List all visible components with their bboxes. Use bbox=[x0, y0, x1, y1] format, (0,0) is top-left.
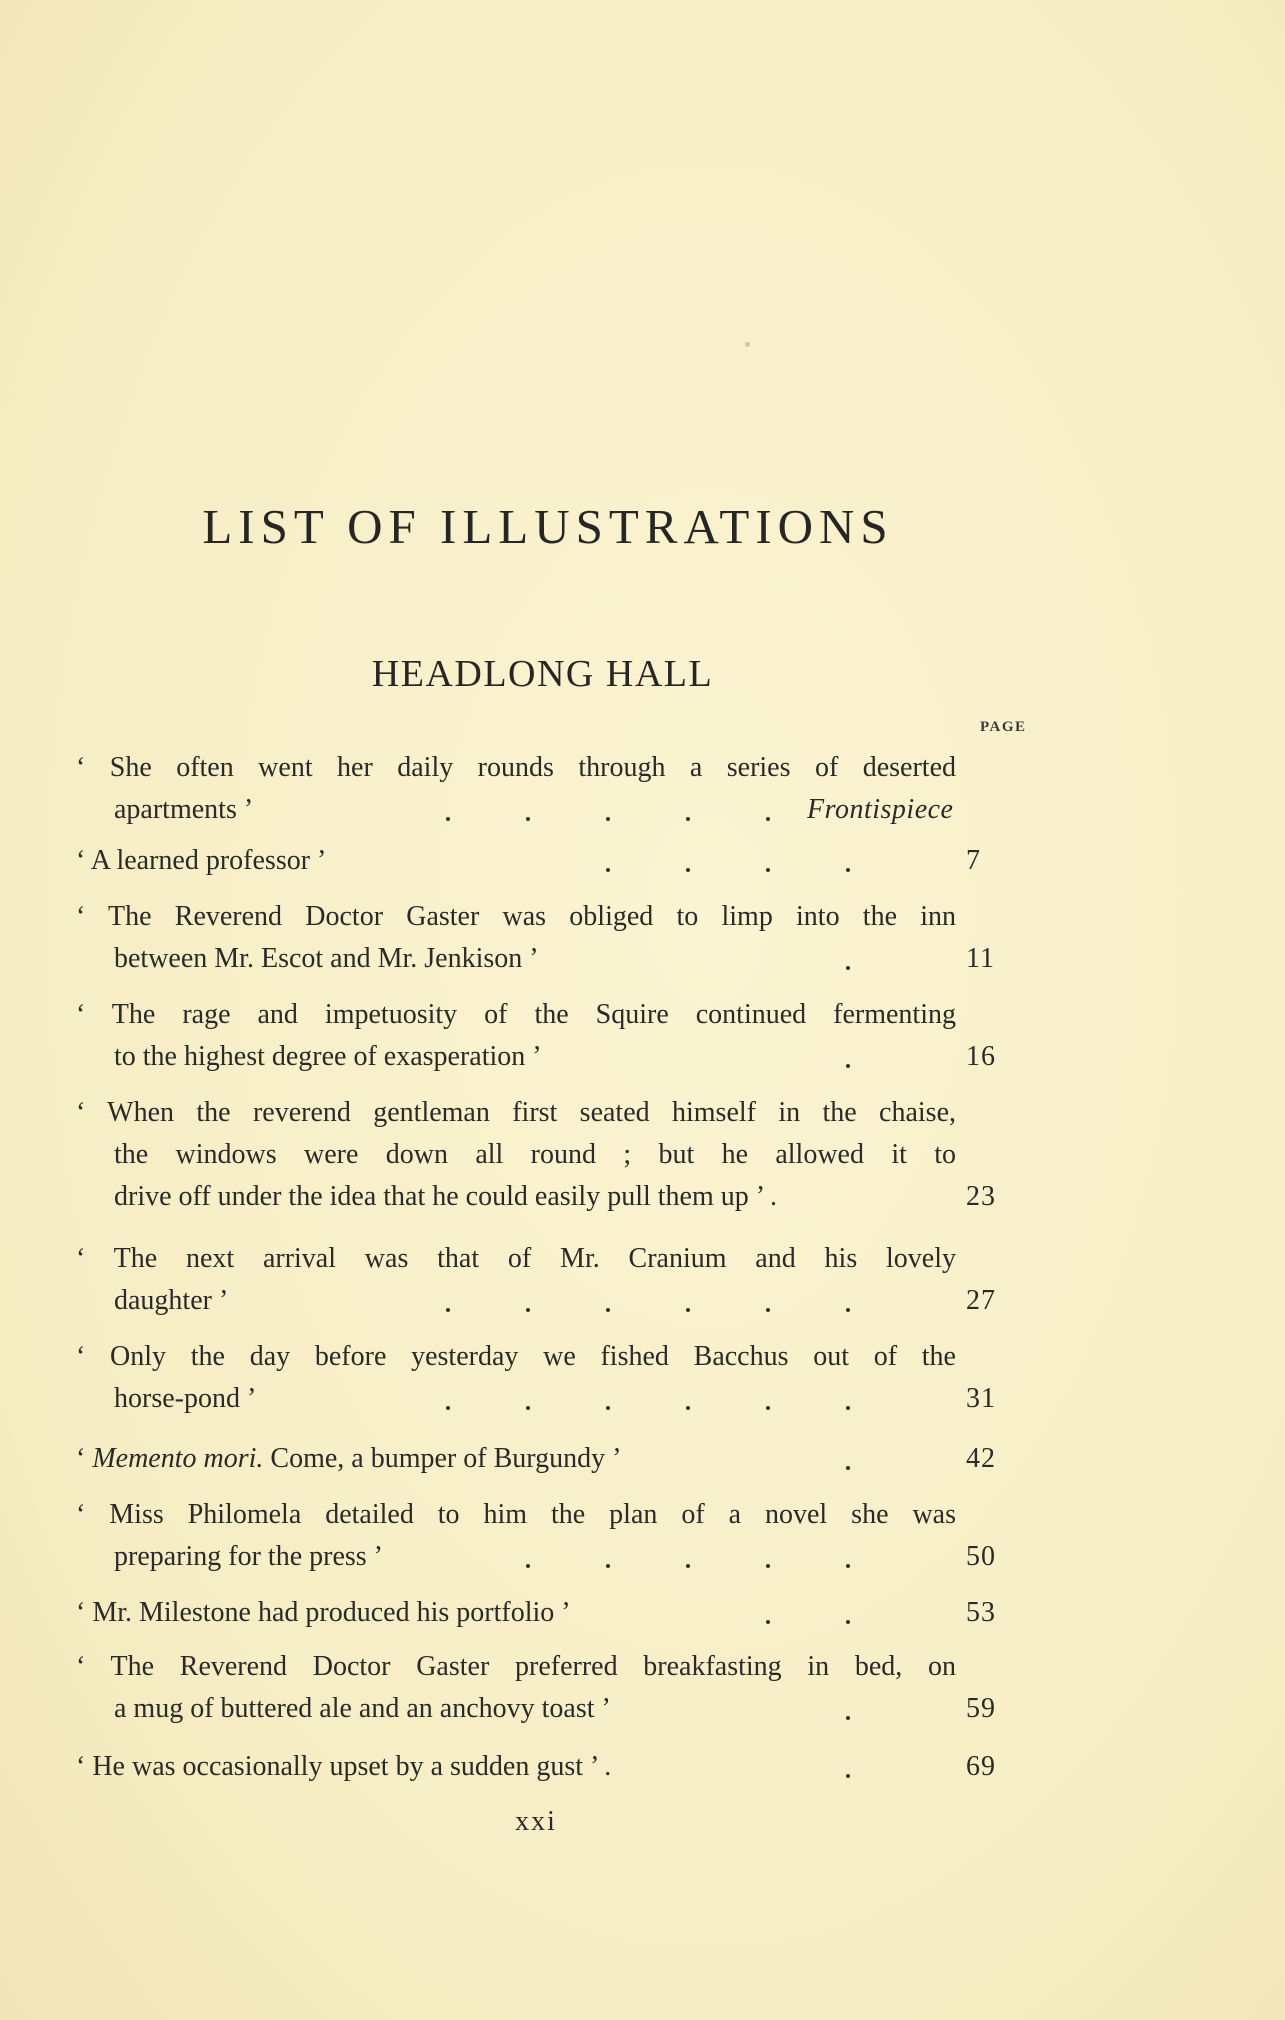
illustration-entry bbox=[76, 1746, 996, 1788]
entry-page-number: 69 bbox=[966, 1751, 996, 1782]
entry-line: apartments ’ bbox=[114, 794, 254, 825]
entry-page-number: Frontispiece bbox=[807, 794, 954, 825]
entry-line: ‘ Only the day before yesterday we fished Bacchus out of the bbox=[76, 1341, 956, 1372]
entry-line: ‘ When the reverend gentleman first seated himself in the chaise, bbox=[76, 1097, 956, 1128]
leader-dot bbox=[526, 817, 530, 821]
entry-page-number: 11 bbox=[966, 943, 995, 974]
leader-dot bbox=[766, 1406, 770, 1410]
illustration-entry bbox=[76, 1494, 996, 1578]
leader-dots bbox=[76, 1280, 956, 1322]
leader-dot bbox=[446, 817, 450, 821]
leader-dot bbox=[686, 1406, 690, 1410]
leader-dots bbox=[76, 1378, 956, 1420]
entry-page-number: 7 bbox=[966, 845, 981, 876]
leader-dots bbox=[76, 1536, 956, 1578]
illustration-entry bbox=[76, 1092, 996, 1218]
illustration-entry bbox=[76, 896, 995, 980]
leader-dot bbox=[526, 1564, 530, 1568]
leader-dot bbox=[846, 1620, 850, 1624]
entry-page-number: 16 bbox=[966, 1041, 996, 1072]
illustration-entry bbox=[76, 1592, 996, 1634]
entry-line: ‘ Mr. Milestone had produced his portfolio ’ bbox=[76, 1597, 571, 1628]
entry-line: ‘ He was occasionally upset by a sudden gust ’ . bbox=[76, 1751, 612, 1782]
leader-dot bbox=[846, 1064, 850, 1068]
entry-page-number: 42 bbox=[966, 1443, 996, 1474]
illustration-entry bbox=[76, 994, 996, 1078]
leader-dot bbox=[766, 817, 770, 821]
leader-dots bbox=[76, 1688, 956, 1730]
entry-line: ‘ Miss Philomela detailed to him the plan of a novel she was bbox=[76, 1499, 956, 1530]
entry-page-number: 31 bbox=[966, 1383, 996, 1414]
entry-line: the windows were down all round ; but he allowed it to bbox=[114, 1139, 956, 1170]
leader-dots bbox=[76, 938, 956, 980]
illustration-entry bbox=[76, 1336, 996, 1420]
leader-dot bbox=[766, 868, 770, 872]
illustration-entry bbox=[76, 1238, 996, 1322]
page-folio-number: xxi bbox=[515, 1806, 557, 1837]
leader-dot bbox=[446, 1406, 450, 1410]
entry-page-number: 50 bbox=[966, 1541, 996, 1572]
illustration-entry bbox=[76, 1646, 996, 1730]
entry-line: Come, a bumper of Burgundy ’ bbox=[263, 1443, 622, 1474]
leader-dot bbox=[686, 1564, 690, 1568]
leader-dot bbox=[686, 868, 690, 872]
leader-dot bbox=[686, 817, 690, 821]
entry-line: between Mr. Escot and Mr. Jenkison ’ bbox=[114, 943, 539, 974]
leader-dots bbox=[76, 1438, 956, 1480]
entry-line: ‘ The Reverend Doctor Gaster was obliged to limp into the inn bbox=[76, 901, 956, 932]
page-column-label: PAGE bbox=[980, 719, 1027, 735]
entry-line: a mug of buttered ale and an anchovy toast ’ bbox=[114, 1693, 611, 1724]
entry-italic-text: Memento mori. bbox=[92, 1443, 264, 1474]
leader-dots bbox=[76, 1746, 956, 1788]
leader-dot bbox=[606, 1308, 610, 1312]
entry-page-number: 53 bbox=[966, 1597, 996, 1628]
leader-dot bbox=[846, 1564, 850, 1568]
leader-dots bbox=[76, 840, 956, 882]
leader-dot bbox=[846, 1774, 850, 1778]
entry-page-number: 59 bbox=[966, 1693, 996, 1724]
entry-line: ‘ The Reverend Doctor Gaster preferred breakfasting in bed, on bbox=[76, 1651, 956, 1682]
leader-dots bbox=[76, 1036, 956, 1078]
illustration-entry bbox=[76, 747, 956, 831]
leader-dot bbox=[526, 1406, 530, 1410]
leader-dot bbox=[446, 1308, 450, 1312]
leader-dot bbox=[846, 966, 850, 970]
entry-line: ‘ She often went her daily rounds through a series of deserted bbox=[76, 752, 956, 783]
entry-page-number: 23 bbox=[966, 1181, 996, 1212]
page-title: LIST OF ILLUSTRATIONS bbox=[202, 499, 894, 554]
leader-dot bbox=[686, 1308, 690, 1312]
paper-speck bbox=[745, 342, 750, 347]
entry-line: ‘ The rage and impetuosity of the Squire continued fermenting bbox=[76, 999, 956, 1030]
leader-dot bbox=[606, 817, 610, 821]
illustration-entry bbox=[76, 1438, 996, 1480]
leader-dot bbox=[526, 1308, 530, 1312]
entry-line: ‘ bbox=[76, 1443, 93, 1474]
entry-line: ‘ The next arrival was that of Mr. Cranium and his lovely bbox=[76, 1243, 956, 1274]
entry-line: drive off under the idea that he could easily pull them up ’ . bbox=[114, 1181, 777, 1212]
leader-dot bbox=[846, 1466, 850, 1470]
leader-dot bbox=[606, 1406, 610, 1410]
leader-dots bbox=[76, 1592, 956, 1634]
entry-page-number: 27 bbox=[966, 1285, 996, 1316]
entry-line: daughter ’ bbox=[114, 1285, 229, 1316]
leader-dot bbox=[766, 1308, 770, 1312]
leader-dot bbox=[606, 868, 610, 872]
leader-dot bbox=[846, 1716, 850, 1720]
entry-line: ‘ A learned professor ’ bbox=[76, 845, 327, 876]
leader-dot bbox=[846, 1308, 850, 1312]
entry-line: horse-pond ’ bbox=[114, 1383, 257, 1414]
leader-dot bbox=[606, 1564, 610, 1568]
illustration-entry bbox=[76, 840, 981, 882]
leader-dot bbox=[766, 1564, 770, 1568]
section-title: HEADLONG HALL bbox=[371, 653, 714, 695]
entry-line: preparing for the press ’ bbox=[114, 1541, 384, 1572]
leader-dot bbox=[766, 1620, 770, 1624]
leader-dot bbox=[846, 868, 850, 872]
entry-line: to the highest degree of exasperation ’ bbox=[114, 1041, 542, 1072]
leader-dot bbox=[846, 1406, 850, 1410]
